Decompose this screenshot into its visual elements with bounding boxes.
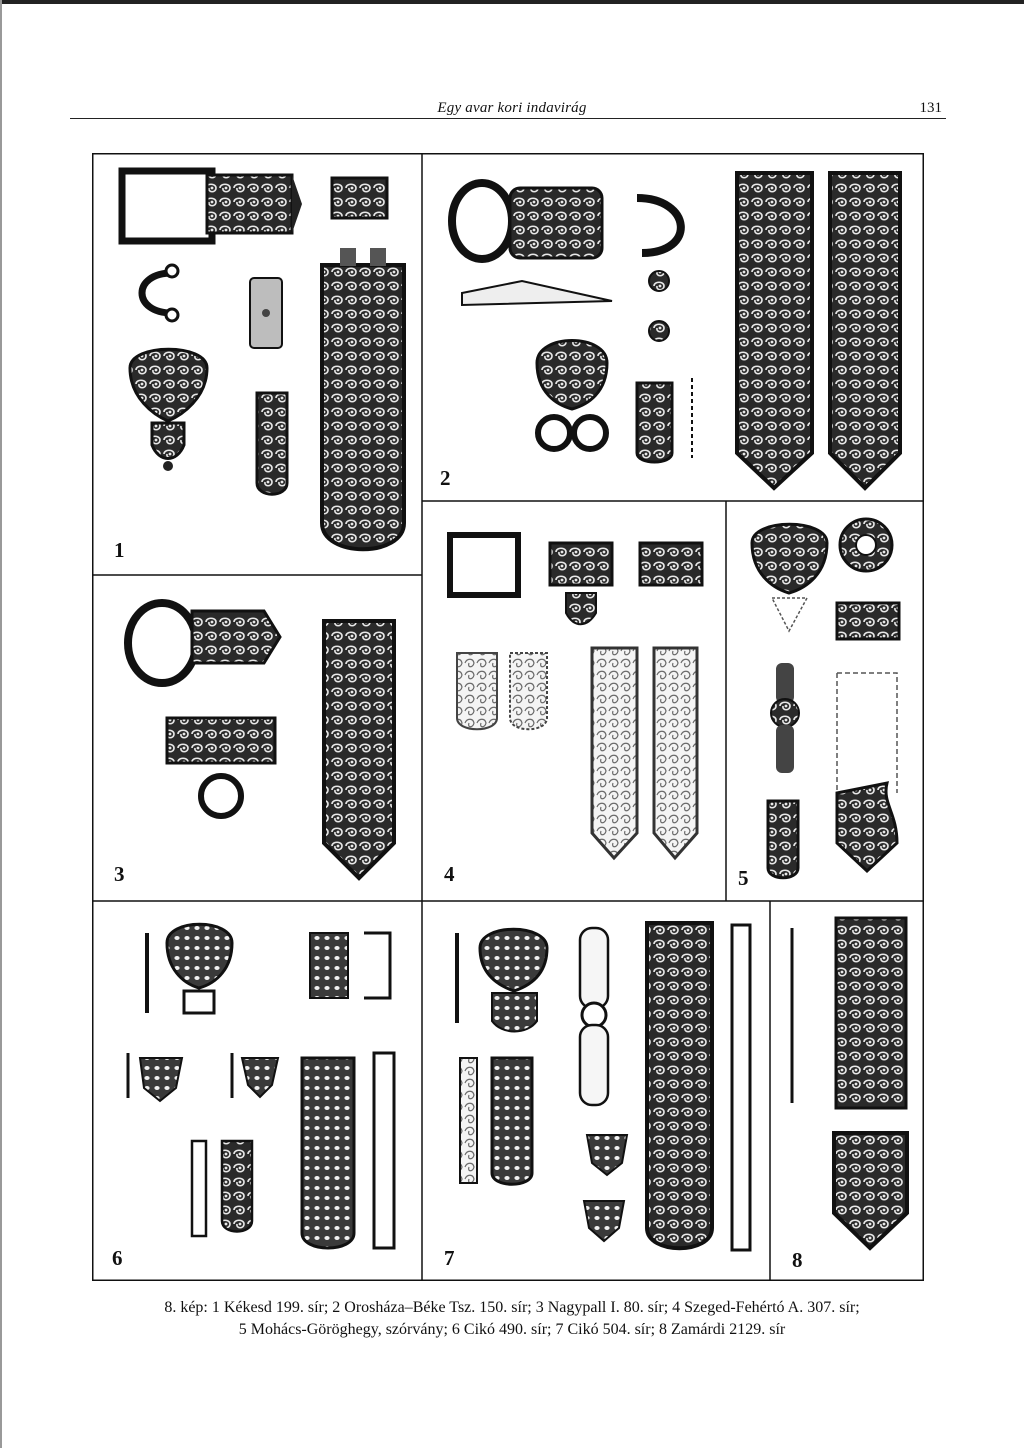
page-left-edge xyxy=(0,0,2,1448)
ring-mount-drawing xyxy=(167,718,275,816)
propeller-mount-drawing xyxy=(580,928,608,1105)
panel-5-artifacts xyxy=(738,519,899,890)
fragmentary-strap-end-drawing xyxy=(837,673,897,871)
hinged-mount-drawing xyxy=(130,349,207,471)
figure-caption xyxy=(70,1297,954,1341)
buckle-drawing xyxy=(457,929,547,1031)
large-strap-end-drawing xyxy=(302,1053,394,1248)
buckle-drawing xyxy=(128,603,280,683)
rosette-mount-drawing xyxy=(840,519,892,571)
panel-2-number: 2 xyxy=(440,466,451,490)
header-rule xyxy=(70,118,946,119)
panel-3-number: 3 xyxy=(114,862,125,886)
buckle-frame-drawing xyxy=(450,535,518,595)
page-number: 131 xyxy=(919,100,942,116)
panel-3-artifacts xyxy=(114,603,394,886)
panel-2-artifacts xyxy=(440,173,900,490)
caption-line-2: 5 Mohács-Göröghegy, szórvány; 6 Cikó 490. sír; 7 Cikó 504. sír; 8 Zamárdi 2129. sír xyxy=(238,1321,786,1338)
panel-1-artifacts xyxy=(114,171,404,562)
main-strap-end-drawing xyxy=(324,621,394,878)
openwork-mount-drawing xyxy=(792,918,906,1108)
small-strap-end-drawing xyxy=(768,801,798,878)
small-strap-end-pair-drawing xyxy=(457,653,547,729)
strap-loop-drawing xyxy=(142,265,178,321)
large-strap-end-pair-drawing xyxy=(592,648,697,858)
panel-8-number: 8 xyxy=(792,1248,803,1272)
small-strap-end-drawing xyxy=(460,1058,532,1184)
panel-4-artifacts xyxy=(444,535,702,886)
panel-7-artifacts xyxy=(444,923,750,1270)
figure-plate xyxy=(92,153,924,1281)
panel-4-number: 4 xyxy=(444,862,455,886)
main-strap-end-drawing xyxy=(322,178,404,549)
small-strap-end-drawing xyxy=(192,1141,252,1236)
mount-pair-drawing xyxy=(550,543,702,624)
page-top-edge xyxy=(0,0,1024,4)
buckle-drawing xyxy=(122,171,302,241)
pendant-mount-drawing xyxy=(537,341,607,450)
panel-6-number: 6 xyxy=(112,1246,123,1270)
small-mount-pair-drawing xyxy=(584,1135,627,1241)
small-strap-end-drawing xyxy=(257,393,287,494)
buckle-drawing xyxy=(147,924,232,1013)
perforated-plate-drawing xyxy=(310,933,390,998)
panel-8-artifacts xyxy=(792,918,907,1272)
horseshoe-mount-drawing xyxy=(637,198,681,341)
buckle-drawing xyxy=(452,183,612,305)
rectangular-mount-drawing xyxy=(837,603,899,639)
openwork-strap-end-drawing xyxy=(834,1133,907,1248)
large-strap-end-pair-drawing xyxy=(737,173,900,488)
small-plate-drawing xyxy=(250,278,282,348)
caption-line-1: 8. kép: 1 Kékesd 199. sír; 2 Orosháza–Béke Tsz. 150. sír; 3 Nagypall I. 80. sír; 4 Szeged-Fehértó A. 307. sír; xyxy=(164,1299,860,1316)
panel-1-number: 1 xyxy=(114,538,125,562)
panel-6-artifacts xyxy=(112,924,394,1270)
shield-mount-drawing xyxy=(752,524,827,631)
running-title: Egy avar kori indavirág xyxy=(437,100,587,116)
panel-5-number: 5 xyxy=(738,866,749,890)
small-mount-pair-drawing xyxy=(128,1053,278,1101)
small-strap-end-drawing xyxy=(637,378,692,462)
large-strap-end-drawing xyxy=(647,923,750,1250)
panel-7-number: 7 xyxy=(444,1246,455,1270)
propeller-mount-drawing xyxy=(771,663,799,773)
